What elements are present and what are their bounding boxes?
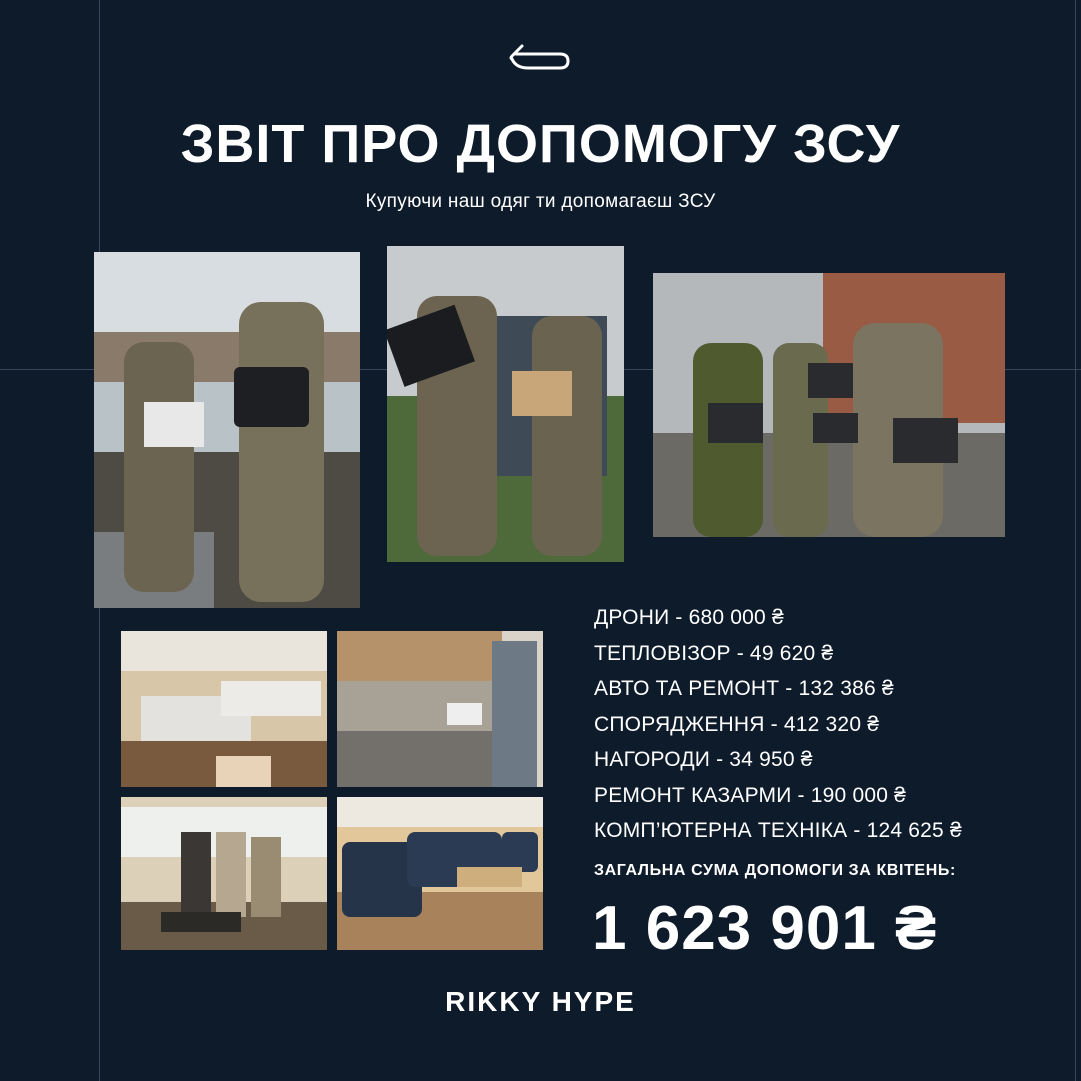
expense-item-equipment: СПОРЯДЖЕННЯ - 412 320 ₴ (594, 712, 880, 736)
photo-barracks-lounge (337, 797, 543, 950)
photo-barracks-kitchen (337, 631, 543, 787)
brand-loop-icon (508, 42, 572, 72)
page-subtitle: Купуючи наш одяг ти допомагаєш ЗСУ (365, 191, 716, 212)
photo-barracks-beds (121, 631, 327, 787)
expense-list (594, 600, 962, 849)
photo-soldiers-laptops (653, 273, 1005, 537)
photo-soldiers-thermal (387, 246, 624, 562)
expense-item-thermal-imager: ТЕПЛОВІЗОР - 49 620 ₴ (594, 641, 834, 665)
total-value: 1 623 901 ₴ (592, 894, 938, 963)
expense-item-awards: НАГОРОДИ - 34 950 ₴ (594, 748, 813, 771)
photo-barracks-hall (121, 797, 327, 950)
photo-soldiers-drones (94, 252, 360, 608)
page-title: ЗВІТ ПРО ДОПОМОГУ ЗСУ (180, 114, 901, 174)
brand-name: RIKKY HYPE (445, 986, 636, 1017)
expense-item-computers: КОМП’ЮТЕРНА ТЕХНІКА - 124 625 ₴ (594, 819, 962, 842)
total-label: ЗАГАЛЬНА СУМА ДОПОМОГИ ЗА КВІТЕНЬ: (594, 862, 956, 879)
expense-item-barracks-repair: РЕМОНТ КАЗАРМИ - 190 000 ₴ (594, 783, 907, 807)
expense-item-vehicles: АВТО ТА РЕМОНТ - 132 386 ₴ (594, 677, 894, 700)
expense-item-drones: ДРОНИ - 680 000 ₴ (594, 606, 784, 629)
